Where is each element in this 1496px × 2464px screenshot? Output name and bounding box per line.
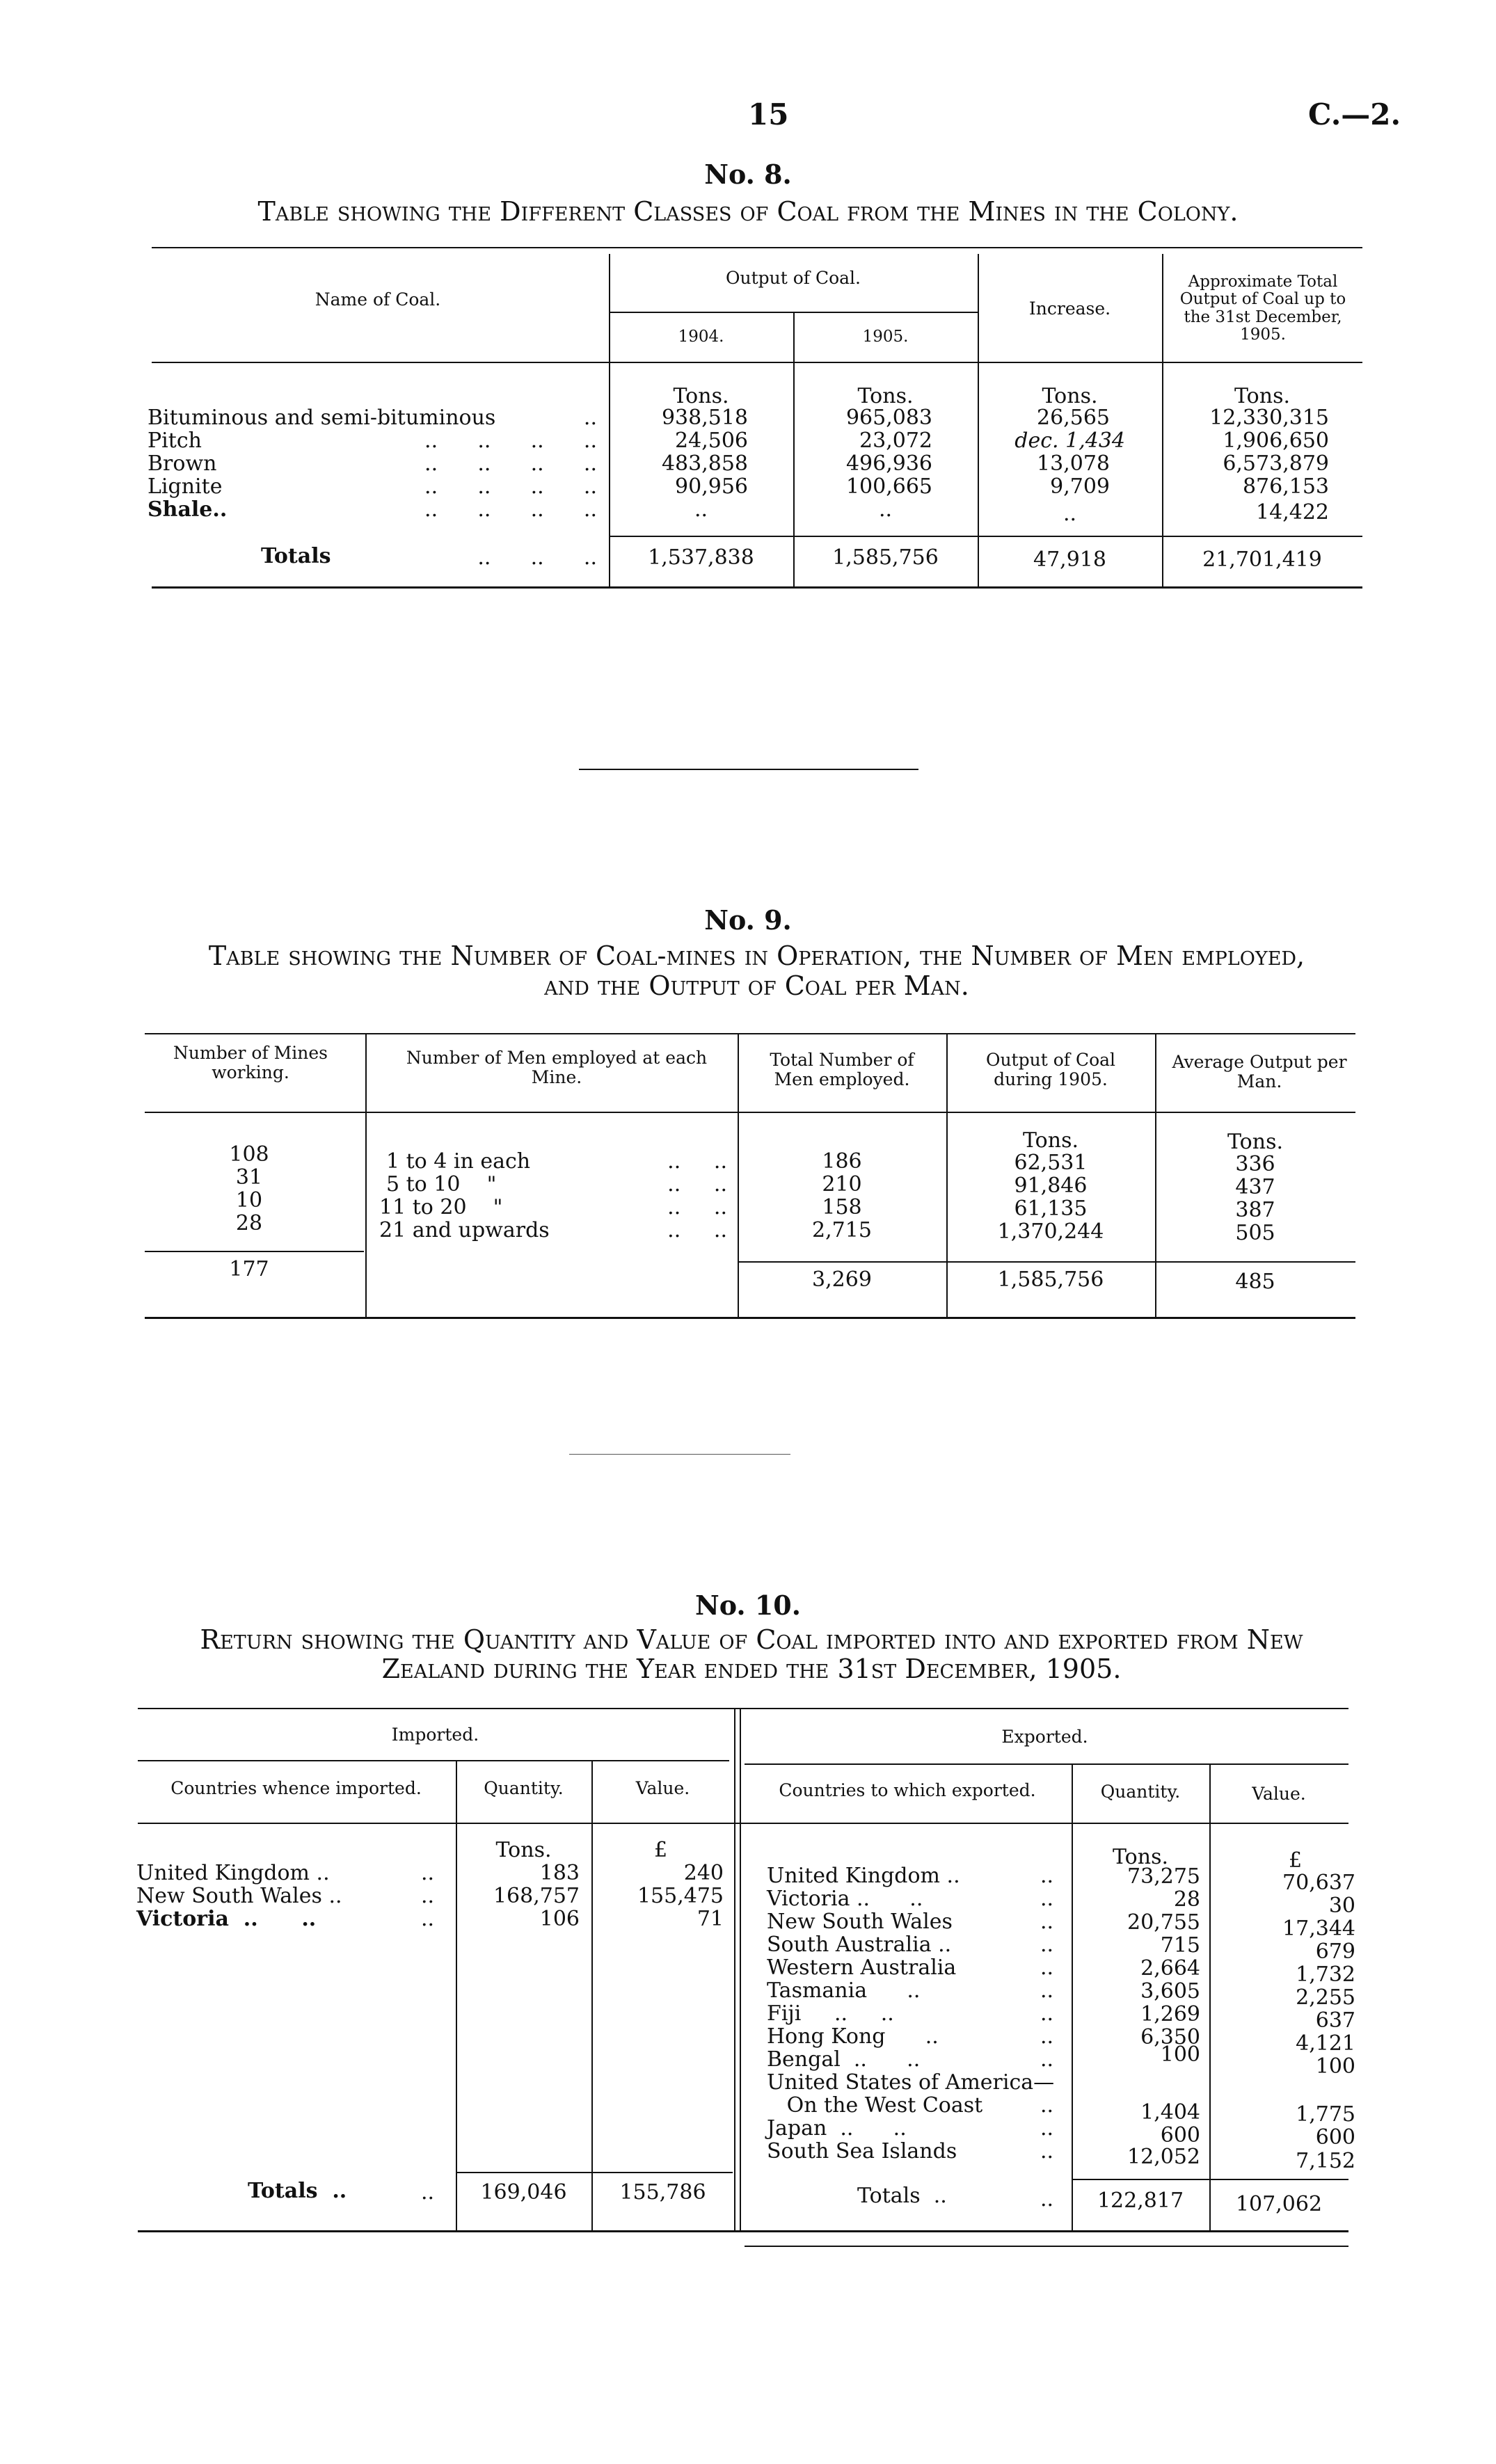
t9-row-avg: 336 — [1235, 1152, 1275, 1176]
t10-exported-dots: .. — [1040, 1978, 1054, 2003]
t10-exported-qty: 1,269 — [1140, 2002, 1200, 2026]
t9-row-men: 210 — [822, 1172, 862, 1197]
t10-imported-header-qty: Quantity. — [484, 1778, 564, 1798]
t10-exported-country: On the West Coast — [767, 2093, 983, 2118]
table9-caption-line1: Table showing the Number of Coal-mines in Operation, the Number of Men employed, — [208, 941, 1305, 971]
t9-header-total-men: Total Number of Men employed. — [770, 1050, 914, 1089]
t8-row-1905: 100,665 — [845, 474, 932, 499]
t9-row-range: 1 to 4 in each — [386, 1149, 531, 1174]
t8-row-1904: 24,506 — [675, 429, 748, 453]
t8-row-increase: 9,709 — [1050, 474, 1110, 499]
t10-imported-totals-label: Totals .. — [248, 2179, 347, 2203]
t10-exported-dots: .. — [1040, 1887, 1054, 1911]
t10-imported-qty: 183 — [539, 1861, 580, 1885]
t10-exported-dots: .. — [1040, 2001, 1054, 2026]
t10-exported-country: United Kingdom .. — [767, 1864, 960, 1888]
t10-imported-header-country: Countries whence imported. — [170, 1778, 422, 1798]
t10-exported-header-val: Value. — [1252, 1784, 1306, 1804]
t9-row-output: 62,531 — [1014, 1151, 1088, 1175]
t10-exported-val: 17,344 — [1282, 1917, 1355, 1941]
t8-row-dots: .. .. .. .. — [424, 474, 597, 499]
t10-exported-qty: 100 — [1160, 2042, 1200, 2067]
t8-unit-1905: Tons. — [857, 384, 914, 408]
t10-exported-totals-label: Totals .. — [857, 2184, 947, 2208]
t10-exported-title: Exported. — [1001, 1727, 1088, 1747]
t8-row-increase: .. — [1063, 502, 1077, 526]
t8-row-total: 12,330,315 — [1209, 406, 1329, 430]
t8-unit-increase: Tons. — [1042, 384, 1098, 408]
t9-totals-mines: 177 — [229, 1257, 269, 1281]
t9-row-output: 1,370,244 — [997, 1219, 1104, 1244]
t10-exported-dots: .. — [1040, 1933, 1054, 1957]
t10-exported-dots: .. — [1040, 2024, 1054, 2049]
t8-row-dots: .. .. .. .. — [424, 451, 597, 476]
t10-exported-qty: 6,350 — [1140, 2025, 1200, 2049]
t8-row-1905: 496,936 — [845, 451, 932, 476]
t8-row-name: Brown — [148, 451, 217, 476]
t10-exported-qty: 2,664 — [1140, 1956, 1200, 1981]
t9-row-mines: 108 — [229, 1142, 269, 1167]
t10-imported-country: Victoria .. .. — [136, 1907, 317, 1931]
t10-exported-val: 2,255 — [1296, 1985, 1355, 2010]
t8-row-total: 14,422 — [1256, 500, 1329, 525]
t10-imported-val: 240 — [683, 1861, 724, 1885]
t9-row-men: 2,715 — [812, 1218, 872, 1242]
t8-row-dots: .. — [583, 406, 597, 430]
t10-exported-val: 4,121 — [1296, 2031, 1355, 2056]
t9-header-men-each: Number of Men employed at each Mine. — [406, 1048, 708, 1087]
t10-exported-dots: .. — [1040, 2047, 1054, 2072]
t10-exported-val: 100 — [1315, 2054, 1355, 2079]
t8-header-total: Approximate Total Output of Coal up to the 31st December, 1905. — [1179, 273, 1346, 344]
t8-unit-total: Tons. — [1234, 384, 1290, 408]
t8-row-name: Pitch — [148, 429, 202, 453]
t8-row-increase: 13,078 — [1037, 451, 1110, 476]
t10-exported-val: 1,775 — [1296, 2102, 1355, 2127]
t8-header-1905: 1905. — [862, 328, 909, 346]
t9-row-avg: 505 — [1235, 1221, 1275, 1245]
t10-exported-dots: .. — [1040, 2139, 1054, 2163]
t10-imported-country: United Kingdom .. — [136, 1861, 330, 1885]
t8-totals-label: Totals — [261, 544, 331, 568]
t10-imported-totals-qty: 169,046 — [480, 2180, 567, 2205]
t10-imported-unit-val: £ — [654, 1838, 668, 1862]
t10-imported-totals-val: 155,786 — [619, 2180, 706, 2205]
t9-totals-men: 3,269 — [812, 1267, 872, 1292]
t8-row-name: Lignite — [148, 474, 223, 499]
t10-exported-val: 1,732 — [1296, 1962, 1355, 1987]
section-divider — [579, 769, 918, 770]
page-code: C.—2. — [1308, 97, 1401, 131]
t10-exported-country: Tasmania .. — [767, 1978, 921, 2003]
t10-imported-dots: .. — [421, 1884, 435, 1908]
t10-exported-country: Western Australia — [767, 1955, 957, 1980]
table9-caption-line2: and the Output of Coal per Man. — [544, 970, 969, 1001]
section-divider — [569, 1454, 790, 1455]
t10-exported-dots: .. — [1040, 2116, 1054, 2141]
t10-imported-dots: .. — [421, 1907, 435, 1931]
t8-row-name: Shale.. — [148, 497, 228, 522]
t8-header-1904: 1904. — [678, 328, 724, 346]
t10-exported-unit-qty: Tons. — [1113, 1845, 1168, 1869]
t8-row-total: 6,573,879 — [1223, 451, 1329, 476]
t10-exported-qty: 28 — [1173, 1887, 1200, 1912]
t10-exported-qty: 3,605 — [1140, 1979, 1200, 2003]
t8-row-increase: dec. 1,434 — [1014, 429, 1125, 453]
t10-exported-val: 30 — [1328, 1894, 1355, 1918]
t8-totals-increase: 47,918 — [1033, 547, 1106, 572]
table9-number: No. 9. — [704, 904, 792, 936]
t8-row-1904: 938,518 — [661, 406, 748, 430]
t10-exported-country: New South Wales — [767, 1910, 953, 1934]
t10-exported-country: United States of America— — [767, 2070, 1055, 2095]
t8-row-dots: .. .. .. .. — [424, 497, 597, 522]
t8-row-1904: 483,858 — [661, 451, 748, 476]
t8-row-1904: .. — [694, 497, 708, 522]
t10-exported-dots: .. — [1040, 1910, 1054, 1934]
t9-header-output: Output of Coal during 1905. — [985, 1050, 1116, 1089]
t9-header-avg: Average Output per Man. — [1172, 1052, 1347, 1091]
table8-caption: Table showing the Different Classes of Coal from the Mines in the Colony. — [257, 196, 1239, 227]
t8-row-total: 876,153 — [1242, 474, 1329, 499]
t10-exported-val: 600 — [1315, 2125, 1355, 2150]
t10-exported-qty: 73,275 — [1127, 1864, 1200, 1889]
t10-exported-country: Japan .. .. — [767, 2116, 907, 2141]
t10-exported-totals-dots: .. — [1040, 2187, 1054, 2211]
t10-imported-title: Imported. — [391, 1725, 479, 1745]
table10-caption-line1: Return showing the Quantity and Value of Coal imported into and exported from New — [200, 1624, 1303, 1655]
t10-exported-val: 637 — [1315, 2008, 1355, 2033]
t8-totals-dots: .. .. .. — [477, 545, 597, 570]
t8-row-1905: 965,083 — [845, 406, 932, 430]
t10-exported-country: South Sea Islands — [767, 2139, 957, 2163]
t10-exported-val: 679 — [1315, 1939, 1355, 1964]
t9-totals-avg: 485 — [1235, 1270, 1275, 1294]
t10-exported-val: 7,152 — [1296, 2149, 1355, 2173]
t8-row-1904: 90,956 — [675, 474, 748, 499]
t10-imported-qty: 106 — [539, 1907, 580, 1931]
t10-exported-dots: .. — [1040, 2093, 1054, 2118]
t10-exported-val: 70,637 — [1282, 1871, 1355, 1895]
t10-exported-country: Hong Kong .. — [767, 2024, 939, 2049]
t9-row-dots: .. .. — [667, 1149, 727, 1174]
t10-exported-unit-val: £ — [1289, 1848, 1303, 1873]
t9-row-men: 186 — [822, 1149, 862, 1174]
t10-exported-qty: 600 — [1160, 2123, 1200, 2147]
t8-row-dots: .. .. .. .. — [424, 429, 597, 453]
t9-header-mines: Number of Mines working. — [173, 1043, 328, 1082]
t9-row-avg: 437 — [1235, 1175, 1275, 1199]
t9-row-dots: .. .. — [667, 1195, 727, 1219]
t8-row-1905: .. — [878, 497, 893, 522]
table8-number: No. 8. — [704, 159, 792, 190]
t9-row-output: 91,846 — [1014, 1174, 1088, 1198]
t9-row-dots: .. .. — [667, 1172, 727, 1197]
t10-exported-country: Fiji .. .. — [767, 2001, 894, 2026]
t10-exported-qty: 12,052 — [1127, 2145, 1200, 2169]
t8-header-name: Name of Coal. — [315, 289, 441, 310]
t10-exported-qty: 715 — [1160, 1933, 1200, 1958]
t10-exported-header-qty: Quantity. — [1100, 1782, 1181, 1802]
t8-row-1905: 23,072 — [859, 429, 932, 453]
t9-row-range: 21 and upwards — [379, 1218, 550, 1242]
t10-exported-totals-qty: 122,817 — [1097, 2189, 1184, 2213]
t9-row-range: 11 to 20 " — [379, 1195, 503, 1219]
t9-row-mines: 28 — [235, 1211, 263, 1235]
t10-exported-dots: .. — [1040, 1864, 1054, 1888]
table10-number: No. 10. — [695, 1590, 801, 1621]
t10-imported-val: 155,475 — [637, 1884, 724, 1908]
t8-totals-total: 21,701,419 — [1202, 547, 1322, 572]
t10-exported-dots: .. — [1040, 1955, 1054, 1980]
t8-header-output: Output of Coal. — [725, 268, 861, 288]
t10-imported-totals-dots: .. — [421, 2180, 435, 2205]
t9-totals-output: 1,585,756 — [997, 1267, 1104, 1292]
t10-imported-header-val: Value. — [635, 1778, 690, 1798]
t9-row-mines: 31 — [235, 1165, 263, 1190]
t8-row-increase: 26,565 — [1037, 406, 1110, 430]
t10-exported-totals-val: 107,062 — [1235, 2192, 1323, 2216]
t10-exported-header-country: Countries to which exported. — [779, 1780, 1036, 1800]
t9-row-range: 5 to 10 " — [386, 1172, 497, 1197]
t9-row-men: 158 — [822, 1195, 862, 1219]
t9-unit-avg: Tons. — [1227, 1130, 1283, 1154]
t8-header-increase: Increase. — [1028, 298, 1111, 319]
t10-exported-country: Bengal .. .. — [767, 2047, 921, 2072]
t9-row-avg: 387 — [1235, 1198, 1275, 1222]
t10-imported-country: New South Wales .. — [136, 1884, 342, 1908]
t8-row-total: 1,906,650 — [1223, 429, 1329, 453]
t9-row-dots: .. .. — [667, 1218, 727, 1242]
t10-exported-country: South Australia .. — [767, 1933, 952, 1957]
t10-imported-val: 71 — [697, 1907, 724, 1931]
page-number: 15 — [748, 97, 789, 131]
t10-exported-qty: 20,755 — [1127, 1910, 1200, 1935]
table10-caption-line2: Zealand during the Year ended the 31st December, 1905. — [381, 1654, 1122, 1684]
t10-exported-country: Victoria .. .. — [767, 1887, 923, 1911]
t9-unit-output: Tons. — [1023, 1128, 1079, 1153]
t10-imported-dots: .. — [421, 1861, 435, 1885]
t8-unit-1904: Tons. — [673, 384, 729, 408]
t10-imported-unit-qty: Tons. — [495, 1838, 552, 1862]
t8-row-name: Bituminous and semi-bituminous — [148, 406, 496, 430]
t10-exported-qty: 1,404 — [1140, 2100, 1200, 2125]
t9-row-output: 61,135 — [1014, 1197, 1088, 1221]
t8-totals-1905: 1,585,756 — [832, 545, 939, 570]
t9-row-mines: 10 — [235, 1188, 263, 1213]
t8-totals-1904: 1,537,838 — [648, 545, 754, 570]
t10-imported-qty: 168,757 — [493, 1884, 580, 1908]
